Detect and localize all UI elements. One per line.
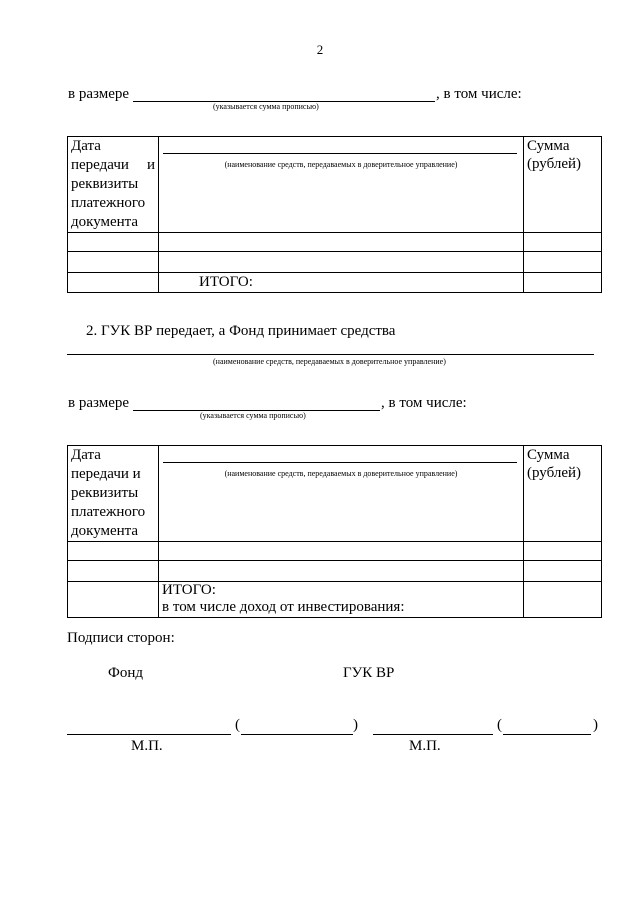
total-label: ИТОГО: bbox=[162, 582, 216, 598]
page-number: 2 bbox=[316, 42, 324, 57]
total-row bbox=[68, 582, 602, 618]
stamp-left: М.П. bbox=[131, 738, 163, 754]
guk-signature-field[interactable] bbox=[373, 734, 493, 735]
table-header-row bbox=[68, 137, 602, 233]
paren-open: ( bbox=[497, 717, 502, 733]
date-header: Дата передачи и реквизиты платежного документа bbox=[68, 137, 159, 233]
fund-signature-field[interactable] bbox=[67, 734, 231, 735]
paren-close: ) bbox=[593, 717, 598, 733]
guk-name-field[interactable] bbox=[503, 734, 591, 735]
signatures-title: Подписи сторон: bbox=[67, 630, 175, 646]
funds-table-2 bbox=[67, 445, 602, 618]
size-prefix-1: в размере bbox=[68, 86, 130, 102]
table-row[interactable] bbox=[68, 233, 602, 252]
party-fund: Фонд bbox=[108, 665, 144, 681]
party-guk-vr: ГУК ВР bbox=[343, 665, 395, 681]
section2-heading: 2. ГУК ВР передает, а Фонд принимает средства bbox=[86, 323, 396, 339]
table-row[interactable] bbox=[68, 252, 602, 273]
size-suffix-1: , в том числе: bbox=[436, 86, 522, 102]
table-row[interactable] bbox=[68, 561, 602, 582]
assets-header-note: (наименование средств, передаваемых в доверительное управление) bbox=[224, 469, 458, 478]
income-label: в том числе доход от инвестирования: bbox=[162, 599, 405, 615]
size-note-1: (указывается сумма прописью) bbox=[213, 102, 319, 111]
paren-close: ) bbox=[353, 717, 358, 733]
paren-open: ( bbox=[235, 717, 240, 733]
table-row[interactable] bbox=[68, 542, 602, 561]
table-header-row bbox=[68, 446, 602, 542]
date-header: Дата передачи и реквизиты платежного документа bbox=[68, 446, 159, 542]
assets-header[interactable] bbox=[159, 137, 524, 233]
size-prefix-2: в размере bbox=[68, 395, 130, 411]
assets-field-2[interactable] bbox=[67, 354, 594, 355]
funds-table-1 bbox=[67, 136, 602, 293]
sum-header: Сумма (рублей) bbox=[524, 446, 602, 542]
assets-header-note: (наименование средств, передаваемых в доверительное управление) bbox=[224, 160, 458, 169]
total-label: ИТОГО: bbox=[159, 273, 524, 293]
assets-header[interactable] bbox=[159, 446, 524, 542]
sum-header: Сумма (рублей) bbox=[524, 137, 602, 233]
assets-note-2: (наименование средств, передаваемых в доверительное управление) bbox=[213, 357, 446, 366]
total-cell bbox=[159, 582, 524, 618]
stamp-right: М.П. bbox=[409, 738, 441, 754]
size-note-2: (указывается сумма прописью) bbox=[200, 411, 306, 420]
size-suffix-2: , в том числе: bbox=[381, 395, 467, 411]
fund-name-field[interactable] bbox=[241, 734, 353, 735]
total-row bbox=[68, 273, 602, 293]
